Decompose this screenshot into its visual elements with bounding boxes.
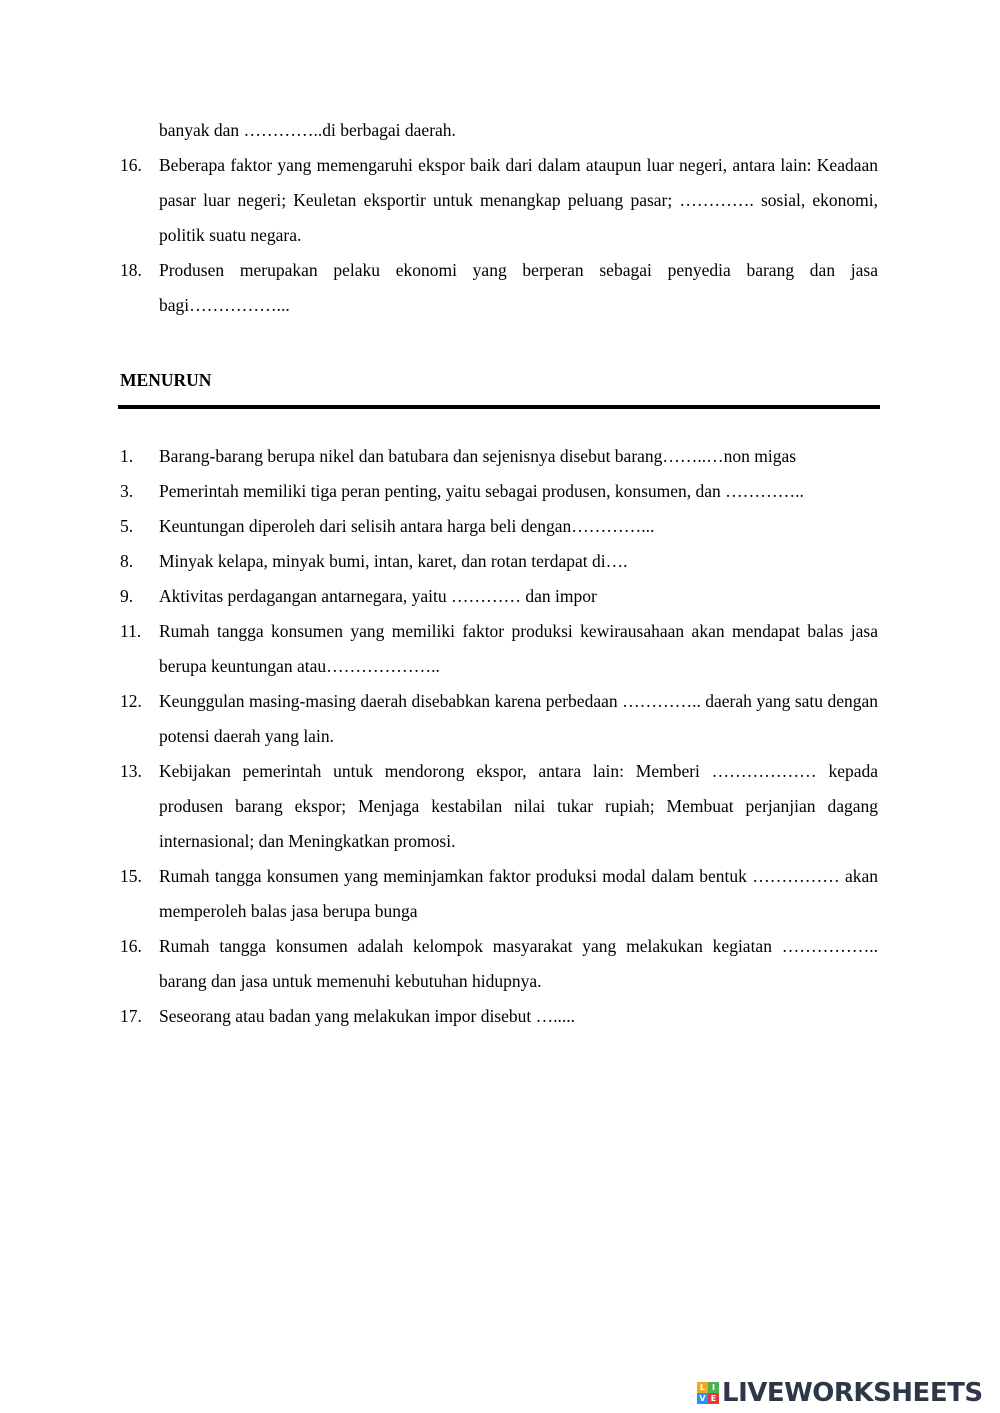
- section-divider: [118, 405, 880, 409]
- question-text: Produsen merupakan pelaku ekonomi yang berperan sebagai penyedia barang dan jasa bagi……………...: [159, 260, 878, 315]
- question-item: [120, 474, 878, 509]
- question-number: 9.: [120, 586, 134, 606]
- question-number: 11.: [120, 621, 142, 641]
- question-number: 15.: [120, 866, 142, 886]
- question-number: 1.: [120, 446, 134, 466]
- logo-letter-v: V: [697, 1393, 708, 1404]
- liveworksheets-logo-icon: [697, 1382, 719, 1404]
- question-text: Minyak kelapa, minyak bumi, intan, karet, dan rotan terdapat di….: [159, 551, 628, 571]
- logo-letter-e: E: [708, 1393, 719, 1404]
- logo-letter-i: I: [708, 1382, 719, 1393]
- question-text: Rumah tangga konsumen yang memiliki faktor produksi kewirausahaan akan mendapat balas jasa berupa keuntungan atau………………..: [159, 621, 878, 676]
- question-item: [120, 754, 878, 859]
- question-number: 8.: [120, 551, 134, 571]
- top-question-list: [120, 148, 878, 323]
- question-item: [120, 929, 878, 999]
- question-text: Rumah tangga konsumen yang meminjamkan faktor produksi modal dalam bentuk …………… akan memperoleh balas jasa berupa bunga: [159, 866, 878, 921]
- down-question-list: [120, 439, 878, 1034]
- question-item: [120, 148, 878, 253]
- question-item: [120, 684, 878, 754]
- question-item: [120, 859, 878, 929]
- question-number: 12.: [120, 691, 142, 711]
- question-number: 13.: [120, 761, 142, 781]
- question-number: 18.: [120, 260, 142, 280]
- question-text: Rumah tangga konsumen adalah kelompok masyarakat yang melakukan kegiatan …………….. barang dan jasa untuk memenuhi kebutuhan hidupnya.: [159, 936, 878, 991]
- question-text: Aktivitas perdagangan antarnegara, yaitu ………… dan impor: [159, 586, 597, 606]
- question-number: 16.: [120, 155, 142, 175]
- question-text: Kebijakan pemerintah untuk mendorong ekspor, antara lain: Memberi ……………… kepada produsen barang ekspor; Menjaga kestabilan nilai tukar rupiah; Membuat perjanjian dagang internasional; dan Meningkatkan promosi.: [159, 761, 878, 851]
- question-number: 3.: [120, 481, 134, 501]
- question-item: [120, 544, 878, 579]
- logo-letter-l: L: [697, 1382, 708, 1393]
- question-text: Barang-barang berupa nikel dan batubara dan sejenisnya disebut barang……..…non migas: [159, 446, 797, 466]
- liveworksheets-branding: [697, 1378, 983, 1408]
- worksheet-page: [120, 113, 878, 1034]
- question-item: [120, 253, 878, 323]
- question-item: [120, 509, 878, 544]
- brand-wordmark: LIVEWORKSHEETS: [722, 1378, 983, 1408]
- question-item: [120, 579, 878, 614]
- question-number: 16.: [120, 936, 142, 956]
- question-number: 5.: [120, 516, 134, 536]
- question-item: [120, 614, 878, 684]
- section-heading-menurun: MENURUN: [120, 370, 212, 390]
- question-text: Keunggulan masing-masing daerah disebabkan karena perbedaan ………….. daerah yang satu dengan potensi daerah yang lain.: [159, 691, 878, 746]
- question-item: [120, 999, 878, 1034]
- question-number: 17.: [120, 1006, 142, 1026]
- question-item: [120, 439, 878, 474]
- continued-question-text: banyak dan …………..di berbagai daerah.: [159, 120, 456, 140]
- question-text: Pemerintah memiliki tiga peran penting, yaitu sebagai produsen, konsumen, dan …………..: [159, 481, 804, 501]
- question-text: Beberapa faktor yang memengaruhi ekspor baik dari dalam ataupun luar negeri, antara lain: Keadaan pasar luar negeri; Keuletan eksportir untuk menangkap peluang pasar; …………. sosial, ekonomi, politik suatu negara.: [159, 155, 878, 245]
- question-text: Seseorang atau badan yang melakukan impor disebut ….....: [159, 1006, 576, 1026]
- question-text: Keuntungan diperoleh dari selisih antara harga beli dengan…………...: [159, 516, 655, 536]
